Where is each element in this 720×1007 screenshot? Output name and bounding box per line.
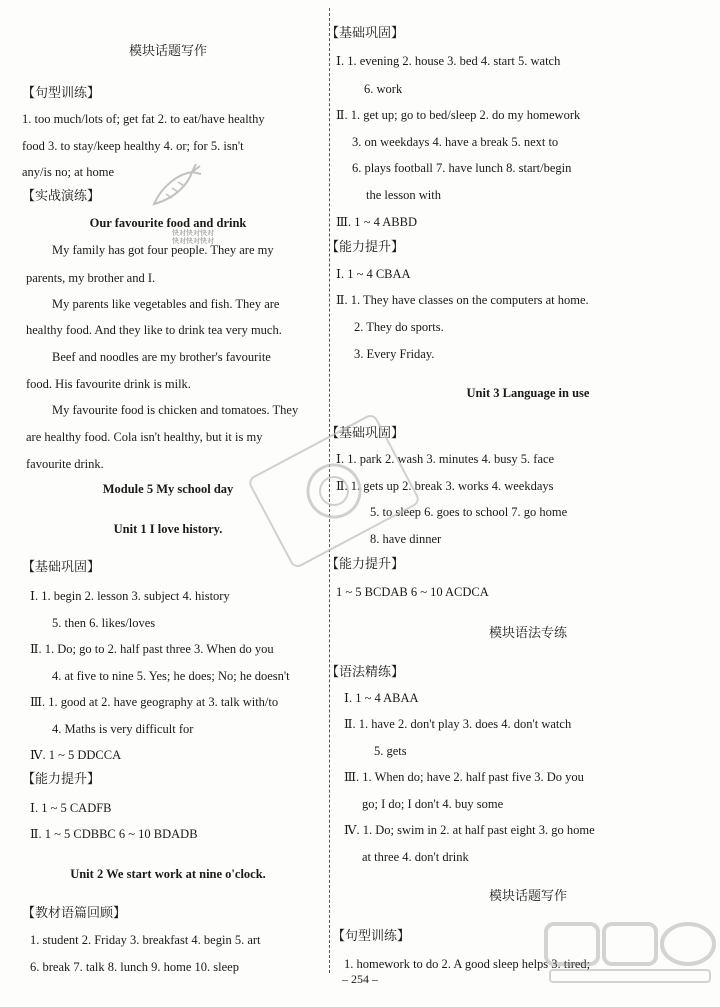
carrot-watermark-text: 快对快对快对	[172, 237, 214, 245]
answer-line: Ⅱ. 1. get up; go to bed/sleep 2. do my homework	[336, 108, 581, 122]
answer-line: 1. too much/lots of; get fat 2. to eat/have healthy	[22, 112, 265, 126]
answer-line: 5. to sleep 6. goes to school 7. go home	[370, 505, 568, 519]
carrot-watermark-text: 快对快对快对	[172, 229, 214, 237]
answer-line: Ⅱ. 1. gets up 2. break 3. works 4. weekdays	[336, 479, 554, 493]
essay-line: My favourite food is chicken and tomatoes. They	[52, 403, 299, 417]
unit1-title: Unit 1 I love history.	[113, 522, 223, 536]
answer-line: Ⅰ. 1 ~ 4 ABAA	[344, 691, 419, 705]
essay-line: My family has got four people. They are my	[52, 243, 274, 257]
answer-line: 3. on weekdays 4. have a break 5. next to	[352, 135, 559, 149]
unit3-title: Unit 3 Language in use	[466, 386, 590, 400]
essay-line: Beef and noodles are my brother's favourite	[52, 350, 271, 364]
answer-line: Ⅳ. 1 ~ 5 DDCCA	[30, 748, 122, 762]
practice-label: 【实战演练】	[22, 189, 101, 204]
u1-ability-label: 【能力提升】	[22, 772, 101, 787]
topic-writing-title-2: 模块话题写作	[488, 889, 567, 904]
essay-line: My parents like vegetables and fish. They are	[52, 297, 280, 311]
ability-label: 【能力提升】	[326, 240, 405, 255]
u2-text-review-label: 【教材语篇回顾】	[22, 906, 127, 921]
answer-line: 4. Maths is very difficult for	[52, 722, 194, 736]
essay-line: healthy food. And they like to drink tea very much.	[26, 323, 282, 337]
sentence-training-label: 【句型训练】	[22, 86, 101, 101]
module-title: Module 5 My school day	[102, 482, 234, 496]
topic-writing-title: 模块话题写作	[128, 44, 207, 59]
answer-line: Ⅱ. 1 ~ 5 CDBBC 6 ~ 10 BDADB	[30, 827, 198, 841]
u1-basic-label: 【基础巩固】	[22, 560, 101, 575]
unit2-title: Unit 2 We start work at nine o'clock.	[70, 867, 266, 881]
essay-line: favourite drink.	[26, 457, 104, 471]
answer-line: Ⅲ. 1 ~ 4 ABBD	[336, 215, 417, 229]
answer-line: 5. gets	[374, 744, 407, 758]
grammar-title: 模块语法专练	[488, 626, 567, 641]
answer-line: Ⅱ. 1. Do; go to 2. half past three 3. When do you	[30, 642, 274, 656]
answer-line: Ⅰ. 1. begin 2. lesson 3. subject 4. history	[30, 589, 230, 603]
answer-line: 1 ~ 5 BCDAB 6 ~ 10 ACDCA	[336, 585, 489, 599]
u3-ability-label: 【能力提升】	[326, 557, 405, 572]
answer-line: 2. They do sports.	[354, 320, 444, 334]
answer-line: Ⅲ. 1. When do; have 2. half past five 3. Do you	[344, 770, 584, 784]
answer-line: 8. have dinner	[370, 532, 442, 546]
answer-line: Ⅳ. 1. Do; swim in 2. at half past eight 3. go home	[344, 823, 595, 837]
answer-line: Ⅱ. 1. have 2. don't play 3. does 4. don't watch	[344, 717, 572, 731]
answer-line: 4. at five to nine 5. Yes; he does; No; he doesn't	[52, 669, 290, 683]
sentence-training-label-2: 【句型训练】	[332, 929, 411, 944]
answer-line: at three 4. don't drink	[362, 850, 469, 864]
answer-line: 6. work	[364, 82, 403, 96]
answer-line: go; I do; I don't 4. buy some	[362, 797, 504, 811]
answer-line: Ⅰ. 1. park 2. wash 3. minutes 4. busy 5. face	[336, 452, 555, 466]
answer-line: Ⅲ. 1. good at 2. have geography at 3. talk with/to	[30, 695, 279, 709]
answer-line: any/is no; at home	[22, 165, 114, 179]
answer-line: Ⅰ. 1 ~ 5 CADFB	[30, 801, 112, 815]
u3-basic-label: 【基础巩固】	[326, 426, 405, 441]
answer-line: 1. student 2. Friday 3. breakfast 4. begin 5. art	[30, 933, 261, 947]
answer-line: Ⅰ. 1. evening 2. house 3. bed 4. start 5. watch	[336, 54, 561, 68]
answer-line: 6. plays football 7. have lunch 8. start/begin	[352, 161, 572, 175]
answer-line: food 3. to stay/keep healthy 4. or; for 5. isn't	[22, 139, 244, 153]
answer-line: Ⅱ. 1. They have classes on the computers at home.	[336, 293, 589, 307]
answer-line: 1. homework to do 2. A good sleep helps 3. tired;	[344, 957, 591, 971]
essay-title: Our favourite food and drink	[89, 216, 247, 230]
answer-line: Ⅰ. 1 ~ 4 CBAA	[336, 267, 411, 281]
basic-label: 【基础巩固】	[326, 26, 405, 41]
answer-line: 5. then 6. likes/loves	[52, 616, 156, 630]
essay-line: parents, my brother and I.	[26, 271, 156, 285]
grammar-label: 【语法精练】	[326, 665, 405, 680]
essay-line: are healthy food. Cola isn't healthy, but it is my	[26, 430, 263, 444]
answer-line: 3. Every Friday.	[354, 347, 435, 361]
page-number: – 254 –	[342, 972, 378, 986]
essay-line: food. His favourite drink is milk.	[26, 377, 191, 391]
carrot-watermark-icon	[148, 164, 202, 217]
answer-line: the lesson with	[366, 188, 441, 202]
answer-line: 6. break 7. talk 8. lunch 9. home 10. sleep	[30, 960, 239, 974]
